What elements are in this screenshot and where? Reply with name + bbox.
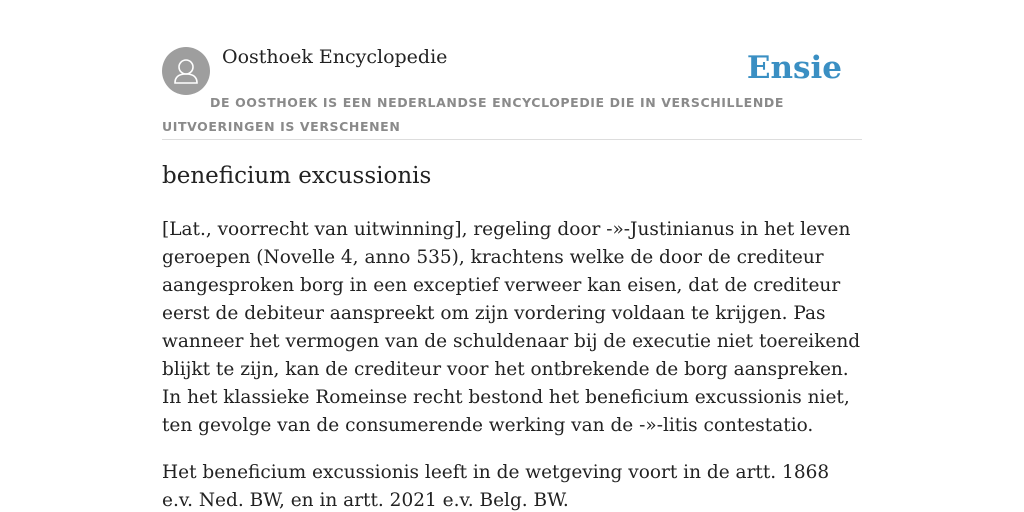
user-icon — [162, 47, 210, 95]
header-divider — [162, 139, 862, 140]
article-paragraph: Het beneficium excussionis leeft in de wetgeving voort in de artt. 1868 e.v. Ned. BW, en in artt. 2021 e.v. Belg. BW. — [162, 462, 830, 511]
article-body — [162, 216, 862, 512]
site-tagline: DE OOSTHOEK IS EEN NEDERLANDSE ENCYCLOPEDIE DIE IN VERSCHILLENDE UITVOERINGEN IS VERSCHENEN — [162, 95, 784, 134]
article-paragraph: [Lat., voorrecht van uitwinning], regeling door -»-Justinianus in het leven geroepen (Novelle 4, anno 535), krachtens welke de door de crediteur aangesproken borg in een exceptief verweer kan eisen, dat de crediteur eerst de debiteur aanspreekt om zijn vordering voldaan te krijgen. Pas wanneer het vermogen van de schuldenaar bij de executie niet toereikend blijkt te zijn, kan de crediteur voor het ontbrekende de borg aanspreken. In het klassieke Romeinse recht bestond het beneficium excussionis niet, ten gevolge van de consumerende werking van de -»-litis contestatio. — [162, 219, 861, 436]
avatar[interactable] — [162, 47, 210, 95]
page-title: beneficium excussionis — [162, 163, 432, 189]
brand-logo[interactable]: Ensie — [746, 50, 842, 86]
site-title[interactable]: Oosthoek Encyclopedie — [222, 46, 448, 68]
